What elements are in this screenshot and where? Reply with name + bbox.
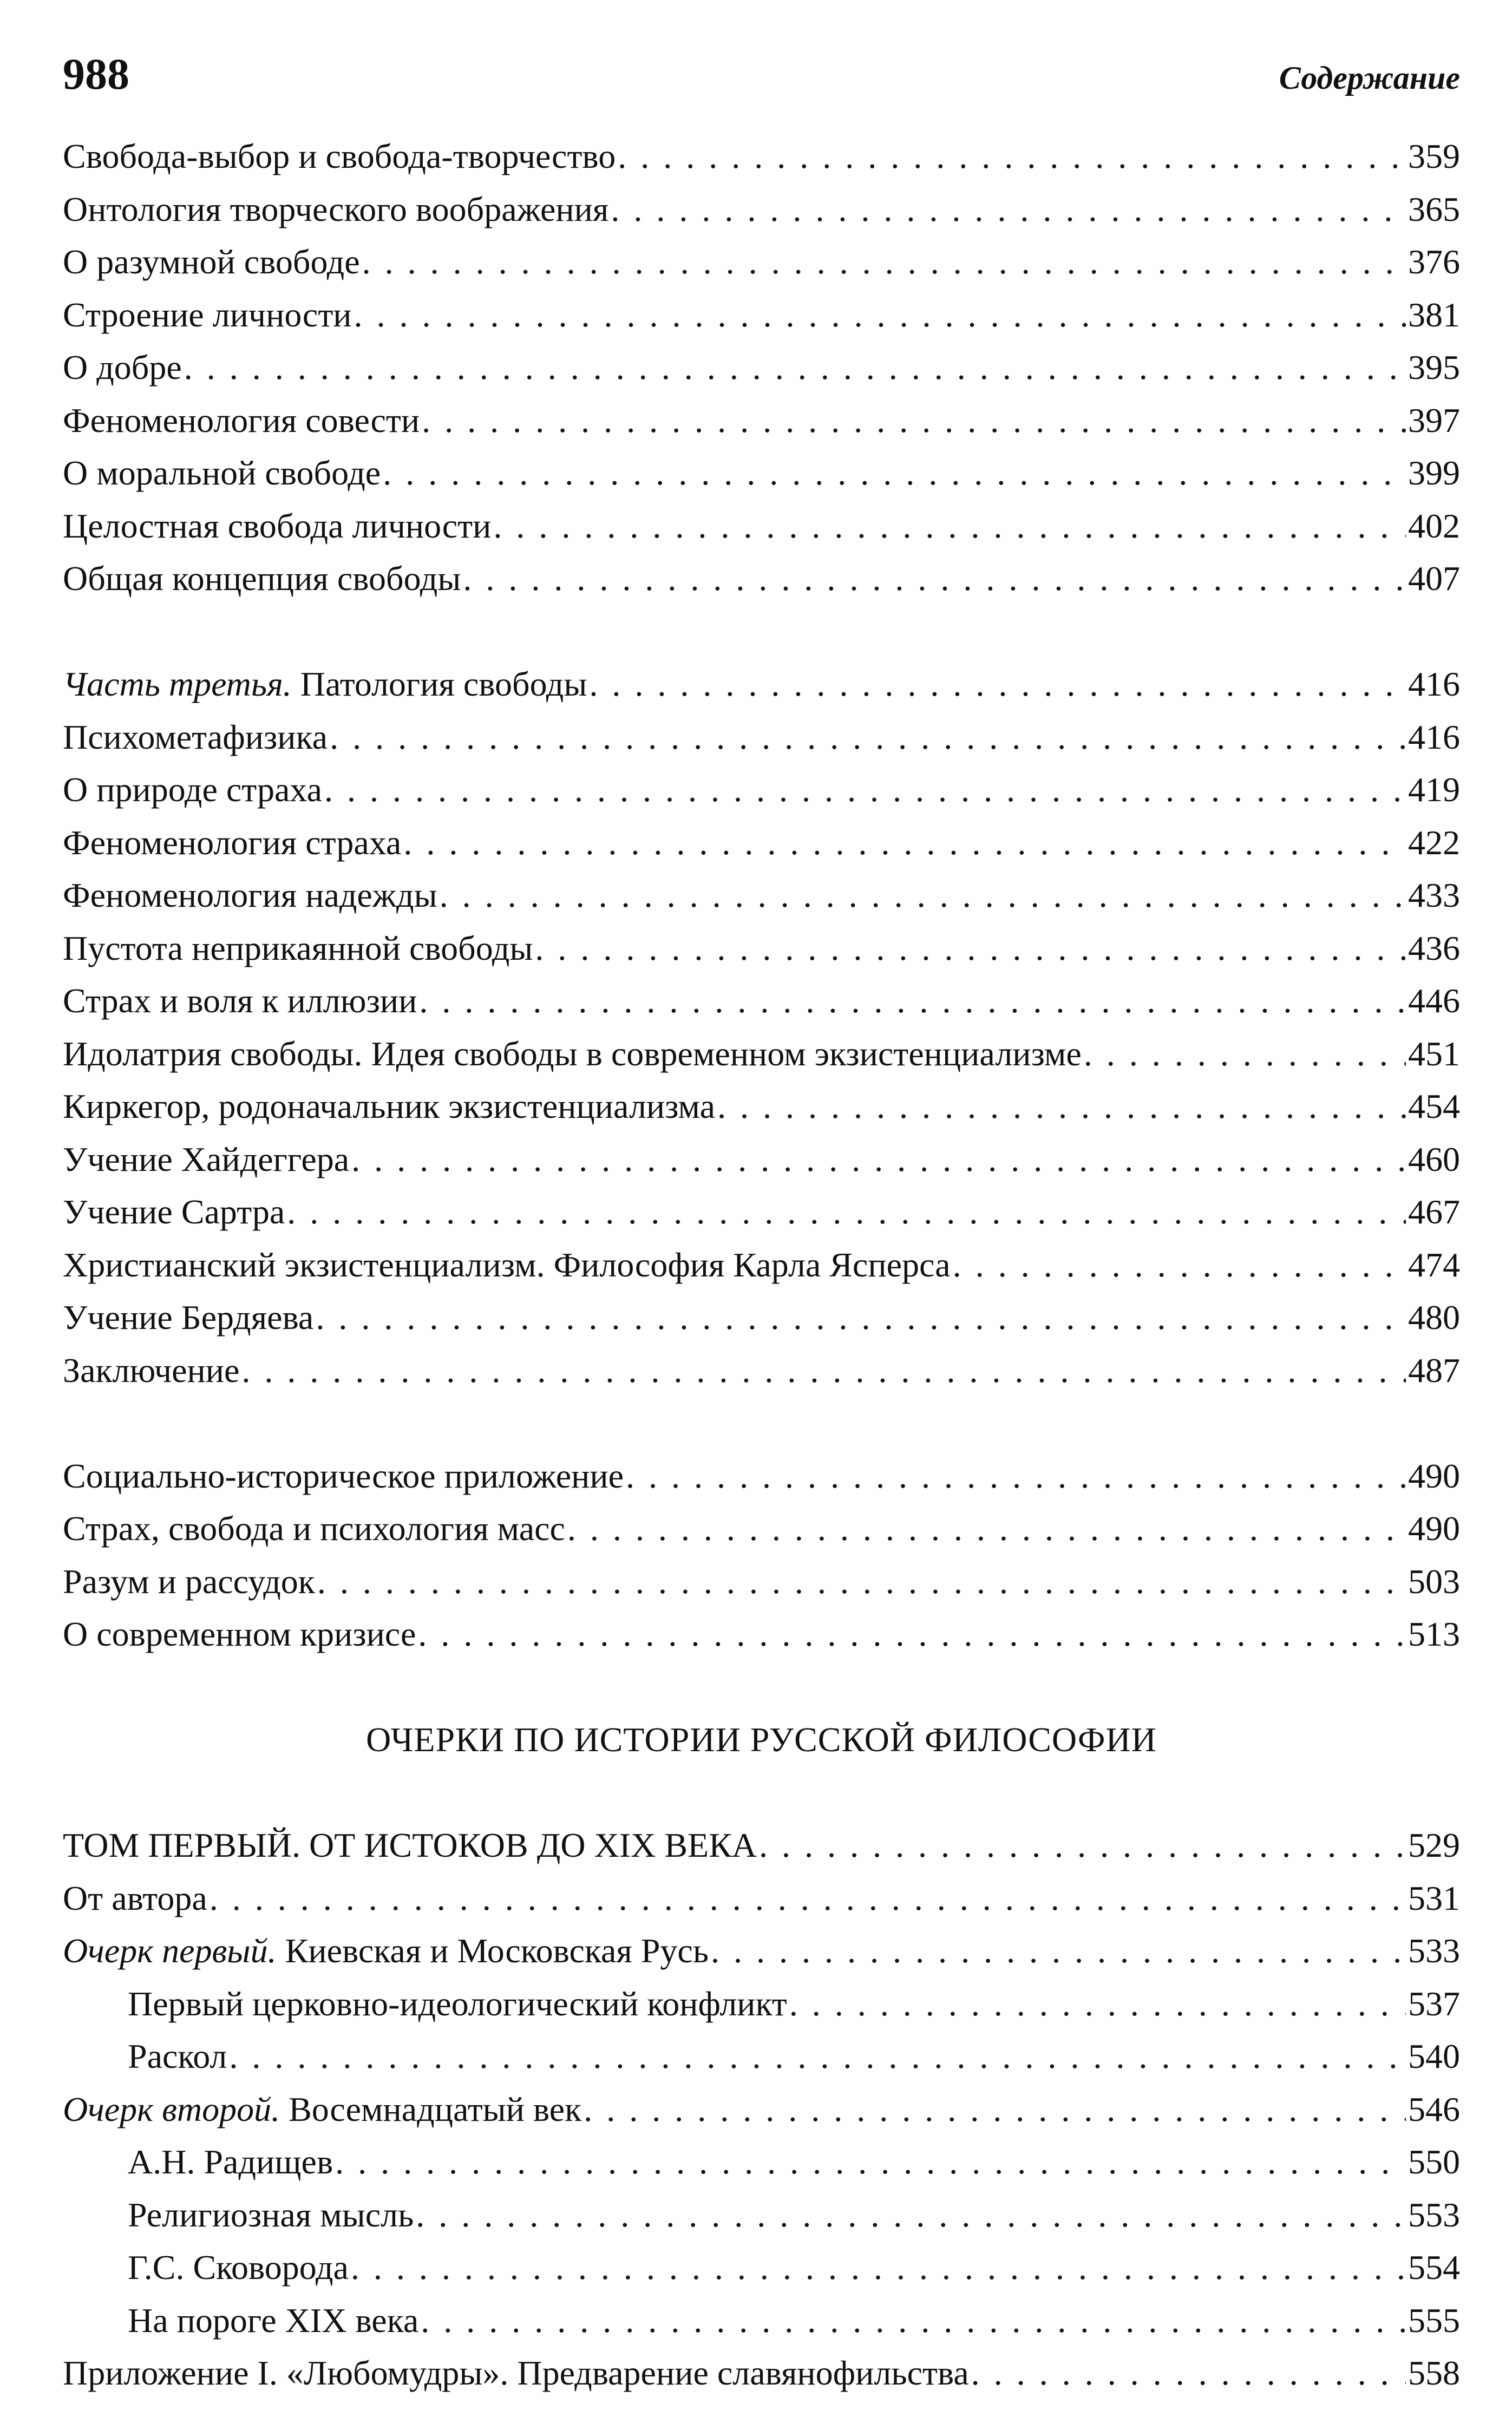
dot-leader bbox=[351, 2241, 1406, 2294]
dot-leader bbox=[589, 658, 1406, 711]
toc-entry-page: 416 bbox=[1408, 717, 1460, 756]
toc-entry-title bbox=[63, 552, 461, 605]
page-header bbox=[63, 49, 1460, 130]
toc-entry-page: 397 bbox=[1408, 401, 1460, 440]
toc-entry[interactable] bbox=[63, 500, 1460, 553]
dot-leader bbox=[567, 1502, 1406, 1555]
toc-entry[interactable] bbox=[63, 1185, 1460, 1239]
toc-entry-page: 407 bbox=[1408, 559, 1460, 598]
dot-leader bbox=[971, 2347, 1406, 2400]
toc-entry-text: Феноменология совести bbox=[63, 401, 420, 440]
toc-entry-page: 359 bbox=[1408, 137, 1460, 175]
page-number: 988 bbox=[63, 49, 129, 99]
toc-entry-title bbox=[63, 816, 401, 869]
dot-leader bbox=[362, 235, 1406, 289]
toc-entry-text: Религиозная мысль bbox=[128, 2195, 414, 2234]
toc-entry-text: Заключение bbox=[63, 1351, 240, 1390]
dot-leader bbox=[618, 130, 1406, 183]
dot-leader bbox=[403, 816, 1406, 869]
toc-entry-prefix: Очерк второй. bbox=[63, 2090, 280, 2128]
toc-entry-page: 395 bbox=[1408, 348, 1460, 387]
toc-entry[interactable] bbox=[63, 1502, 1460, 1555]
toc-group-russian-philosophy bbox=[63, 1819, 1460, 2400]
dot-leader bbox=[317, 1555, 1406, 1608]
dot-leader bbox=[416, 2189, 1406, 2242]
toc-entry-text: Христианский экзистенциализм. Философия Карла Ясперса bbox=[63, 1245, 951, 1284]
toc-entry-title bbox=[63, 447, 381, 500]
toc-entry[interactable] bbox=[63, 816, 1460, 869]
toc-entry-text: Учение Сартра bbox=[63, 1193, 285, 1231]
toc-entry-text: Онтология творческого воображения bbox=[63, 189, 609, 228]
toc-entry-text: Киркегор, родоначальник экзистенциализма bbox=[63, 1087, 715, 1125]
toc-entry[interactable] bbox=[63, 1924, 1460, 1977]
dot-leader bbox=[184, 341, 1406, 394]
toc-entry-text: О природе страха bbox=[63, 770, 322, 809]
toc-entry-title bbox=[63, 289, 352, 342]
dot-leader bbox=[354, 289, 1406, 342]
dot-leader bbox=[335, 2136, 1406, 2189]
toc-entry[interactable] bbox=[63, 1977, 1460, 2031]
toc-entry-title bbox=[63, 235, 360, 289]
toc-entry-text: Первый церковно-идеологический конфликт bbox=[128, 1984, 787, 2023]
toc-entry-page: 546 bbox=[1408, 2090, 1460, 2128]
toc-entry-text: Психометафизика bbox=[63, 717, 328, 756]
toc-entry[interactable] bbox=[63, 1080, 1460, 1133]
dot-leader bbox=[789, 1977, 1406, 2031]
toc-entry-title bbox=[63, 1239, 951, 1292]
dot-leader bbox=[535, 922, 1406, 975]
toc-entry-page: 419 bbox=[1408, 770, 1460, 809]
toc-entry-text: От автора bbox=[63, 1878, 207, 1917]
toc-entry[interactable] bbox=[63, 2030, 1460, 2083]
toc-entry-page: 436 bbox=[1408, 928, 1460, 967]
dot-leader bbox=[287, 1185, 1406, 1239]
toc-entry-page: 467 bbox=[1408, 1193, 1460, 1231]
toc-entry-title bbox=[63, 2189, 414, 2242]
toc-entry[interactable] bbox=[63, 1133, 1460, 1186]
dot-leader bbox=[759, 1819, 1406, 1872]
toc-entry[interactable] bbox=[63, 1344, 1460, 1397]
toc-entry-text: О добре bbox=[63, 348, 182, 387]
toc-entry-title bbox=[63, 763, 322, 816]
toc-entry-prefix: Часть третья. bbox=[63, 665, 292, 703]
toc-entry-title bbox=[63, 341, 182, 394]
toc-entry-text: Киевская и Московская Русь bbox=[285, 1931, 709, 1970]
toc-entry-page: 460 bbox=[1408, 1139, 1460, 1178]
toc-entry[interactable] bbox=[63, 1239, 1460, 1292]
dot-leader bbox=[626, 1450, 1406, 1503]
toc-entry-title bbox=[63, 2294, 418, 2347]
toc-entry-text: Строение личности bbox=[63, 295, 352, 334]
toc-entry-page: 554 bbox=[1408, 2248, 1460, 2287]
toc-entry-text: Раскол bbox=[128, 2037, 227, 2075]
toc-entry-page: 555 bbox=[1408, 2301, 1460, 2340]
toc-entry-page: 550 bbox=[1408, 2143, 1460, 2181]
toc-entry[interactable] bbox=[63, 2136, 1460, 2189]
toc-entry-text: Пустота неприкаянной свободы bbox=[63, 928, 533, 967]
dot-leader bbox=[316, 1291, 1406, 1344]
toc-entry-title bbox=[63, 658, 587, 711]
toc-entry-title bbox=[63, 869, 437, 922]
toc-entry-title bbox=[63, 394, 420, 447]
toc-entry-page: 433 bbox=[1408, 876, 1460, 914]
toc-entry-title bbox=[63, 1344, 239, 1397]
toc-entry[interactable] bbox=[63, 130, 1460, 183]
toc-entry-text: О современном кризисе bbox=[63, 1615, 416, 1653]
toc-entry-title bbox=[63, 974, 417, 1027]
toc-entry-text: Восемнадцатый век bbox=[289, 2090, 582, 2128]
dot-leader bbox=[229, 2030, 1406, 2083]
dot-leader bbox=[419, 974, 1406, 1027]
dot-leader bbox=[463, 552, 1406, 605]
toc-entry[interactable] bbox=[63, 1291, 1460, 1344]
toc-entry-title bbox=[63, 922, 533, 975]
toc-entry-page: 446 bbox=[1408, 981, 1460, 1020]
toc-entry-page: 365 bbox=[1408, 189, 1460, 228]
toc-entry-title bbox=[63, 1819, 757, 1872]
toc-entry-text: Страх и воля к иллюзии bbox=[63, 981, 417, 1020]
toc-entry-title bbox=[63, 1291, 313, 1344]
dot-leader bbox=[1084, 1027, 1406, 1080]
toc-group-pathology bbox=[63, 658, 1460, 1397]
toc-entry-page: 399 bbox=[1408, 454, 1460, 492]
toc-entry-page: 490 bbox=[1408, 1509, 1460, 1548]
toc-entry-text: Страх, свобода и психология масс bbox=[63, 1509, 565, 1548]
toc-entry-title bbox=[63, 1027, 1082, 1080]
toc-entry[interactable] bbox=[63, 341, 1460, 394]
toc-entry-title bbox=[63, 500, 491, 553]
dot-leader bbox=[611, 183, 1406, 236]
toc-entry-text: Социально-историческое приложение bbox=[63, 1456, 624, 1495]
toc-entry[interactable] bbox=[63, 2294, 1460, 2347]
toc-entry-text: Целостная свобода личности bbox=[63, 506, 492, 545]
toc-entry-text: Свобода-выбор и свобода-творчество bbox=[63, 137, 616, 175]
section-heading: ОЧЕРКИ ПО ИСТОРИИ РУССКОЙ ФИЛОСОФИИ bbox=[366, 1720, 1157, 1759]
toc-entry-text: Разум и рассудок bbox=[63, 1562, 315, 1601]
dot-leader bbox=[210, 1872, 1406, 1925]
dot-leader bbox=[330, 711, 1406, 764]
toc-entry[interactable] bbox=[63, 1872, 1460, 1925]
toc-entry-page: 474 bbox=[1408, 1245, 1460, 1284]
toc-entry-page: 529 bbox=[1408, 1826, 1460, 1864]
toc-entry[interactable] bbox=[63, 447, 1460, 500]
toc-entry[interactable] bbox=[63, 1608, 1460, 1661]
toc-entry[interactable] bbox=[63, 922, 1460, 975]
toc-entry-title bbox=[63, 2030, 227, 2083]
toc-entry-page: 533 bbox=[1408, 1931, 1460, 1970]
toc-entry-page: 503 bbox=[1408, 1562, 1460, 1601]
toc-entry-prefix: Очерк первый. bbox=[63, 1931, 277, 1970]
toc-entry-text: О моральной свободе bbox=[63, 454, 381, 492]
toc-entry-title bbox=[63, 1977, 787, 2031]
toc-entry-page: 537 bbox=[1408, 1984, 1460, 2023]
dot-leader bbox=[953, 1239, 1406, 1292]
toc-entry-title bbox=[63, 130, 616, 183]
dot-leader bbox=[383, 447, 1406, 500]
dot-leader bbox=[717, 1080, 1406, 1133]
toc-entry-text: О разумной свободе bbox=[63, 243, 360, 281]
toc-entry-text: Идолатрия свободы. Идея свободы в современном экзистенциализме bbox=[63, 1034, 1082, 1073]
toc-entry[interactable] bbox=[63, 1819, 1460, 1872]
toc-entry[interactable] bbox=[63, 711, 1460, 764]
toc-entry-page: 531 bbox=[1408, 1878, 1460, 1917]
dot-leader bbox=[241, 1344, 1406, 1397]
toc-entry-page: 540 bbox=[1408, 2037, 1460, 2075]
toc-entry-text: Патология свободы bbox=[300, 665, 587, 703]
dot-leader bbox=[324, 763, 1406, 816]
toc-entry-page: 558 bbox=[1408, 2354, 1460, 2392]
toc-entry-text: На пороге XIX века bbox=[128, 2301, 419, 2340]
toc-entry-text: Учение Бердяева bbox=[63, 1298, 314, 1337]
toc-entry[interactable] bbox=[63, 763, 1460, 816]
toc-entry-title bbox=[63, 1080, 715, 1133]
toc-entry[interactable] bbox=[63, 289, 1460, 342]
toc-entry-text: Приложение I. «Любомудры». Предварение славянофильства bbox=[63, 2354, 969, 2392]
toc-entry-page: 422 bbox=[1408, 823, 1460, 862]
toc-entry[interactable] bbox=[63, 1450, 1460, 1503]
toc-entry[interactable] bbox=[63, 2083, 1460, 2136]
toc-entry[interactable] bbox=[63, 2347, 1460, 2400]
running-head: Содержание bbox=[1279, 60, 1460, 96]
toc-entry-title bbox=[63, 1872, 207, 1925]
toc-entry-text: Феноменология надежды bbox=[63, 876, 437, 914]
toc-entry-text: Общая концепция свободы bbox=[63, 559, 461, 598]
toc-entry-title bbox=[63, 1133, 349, 1186]
toc-entry-text: А.Н. Радищев bbox=[128, 2143, 333, 2181]
toc-entry-title bbox=[63, 2347, 969, 2400]
toc-entry-page: 381 bbox=[1408, 295, 1460, 334]
toc-entry-text: Феноменология страха bbox=[63, 823, 402, 862]
toc-entry[interactable] bbox=[63, 2241, 1460, 2294]
dot-leader bbox=[493, 500, 1406, 553]
toc-entry-title bbox=[63, 1924, 709, 1977]
toc-entry-title bbox=[63, 2083, 581, 2136]
toc-entry-text: Г.С. Сковорода bbox=[128, 2248, 349, 2287]
toc-entry-title bbox=[63, 2136, 333, 2189]
toc-entry-text: Учение Хайдеггера bbox=[63, 1139, 350, 1178]
toc-entry[interactable] bbox=[63, 2189, 1460, 2242]
toc-entry-title bbox=[63, 1608, 416, 1661]
toc-entry-title bbox=[63, 1555, 315, 1608]
toc-entry[interactable] bbox=[63, 658, 1460, 711]
toc-entry[interactable] bbox=[63, 1027, 1460, 1080]
toc-entry[interactable] bbox=[63, 183, 1460, 236]
toc-entry-page: 402 bbox=[1408, 506, 1460, 545]
dot-leader bbox=[351, 1133, 1406, 1186]
toc-group-freedom bbox=[63, 130, 1460, 605]
toc-entry-page: 451 bbox=[1408, 1034, 1460, 1073]
toc-entry[interactable] bbox=[63, 235, 1460, 289]
toc-entry-title bbox=[63, 1185, 285, 1239]
toc-entry-title bbox=[63, 2241, 349, 2294]
toc-entry-page: 513 bbox=[1408, 1615, 1460, 1653]
toc-entry-page: 553 bbox=[1408, 2195, 1460, 2234]
toc-entry-page: 490 bbox=[1408, 1456, 1460, 1495]
toc-entry-title bbox=[63, 1450, 624, 1503]
toc-group-appendix bbox=[63, 1450, 1460, 1661]
toc-entry[interactable] bbox=[63, 974, 1460, 1027]
toc-entry-page: 487 bbox=[1408, 1351, 1460, 1390]
spacer bbox=[63, 1661, 1460, 1714]
toc-entry-page: 376 bbox=[1408, 243, 1460, 281]
toc-entry-title bbox=[63, 711, 328, 764]
toc-entry-title bbox=[63, 183, 608, 236]
toc-entry-text: ТОМ ПЕРВЫЙ. ОТ ИСТОКОВ ДО XIX ВЕКА bbox=[63, 1826, 757, 1864]
toc-entry-page: 480 bbox=[1408, 1298, 1460, 1337]
dot-leader bbox=[422, 394, 1406, 447]
dot-leader bbox=[418, 1608, 1406, 1661]
toc-entry-page: 454 bbox=[1408, 1087, 1460, 1125]
toc-entry[interactable] bbox=[63, 552, 1460, 605]
toc-entry-title bbox=[63, 1502, 565, 1555]
dot-leader bbox=[421, 2294, 1406, 2347]
toc-entry[interactable] bbox=[63, 1555, 1460, 1608]
dot-leader bbox=[711, 1924, 1406, 1977]
toc-entry[interactable] bbox=[63, 869, 1460, 922]
spacer bbox=[63, 1397, 1460, 1450]
dot-leader bbox=[440, 869, 1406, 922]
spacer bbox=[63, 605, 1460, 658]
dot-leader bbox=[584, 2083, 1406, 2136]
toc-entry-page: 416 bbox=[1408, 665, 1460, 703]
toc-entry[interactable] bbox=[63, 394, 1460, 447]
